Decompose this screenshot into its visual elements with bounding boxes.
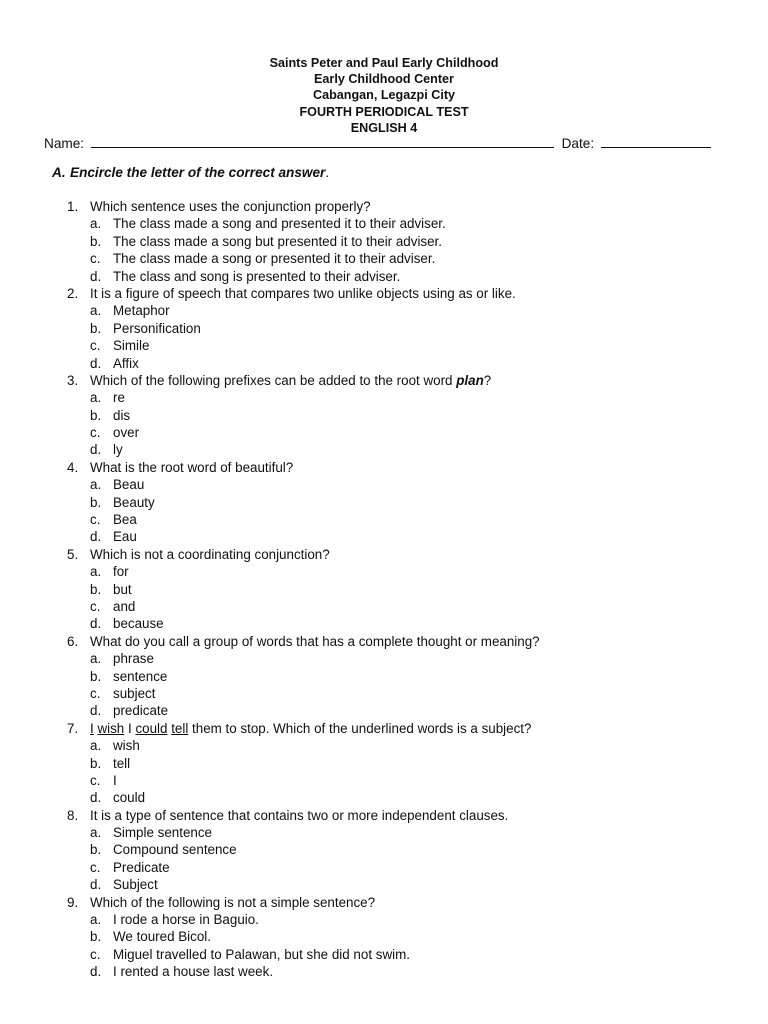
section-a-title <box>52 164 329 182</box>
option-text: subject <box>113 685 156 701</box>
option-text: over <box>113 425 140 441</box>
question-stem <box>0 285 768 302</box>
option-text: re <box>113 390 125 406</box>
option-letter[interactable]: a. <box>90 738 102 754</box>
question-2 <box>0 285 768 372</box>
answer-option[interactable] <box>0 424 768 441</box>
question-1 <box>0 198 768 285</box>
question-text: Which of the following is not a simple sentence? <box>90 894 376 910</box>
option-text: Beauty <box>113 494 155 510</box>
option-letter[interactable]: d. <box>90 268 102 284</box>
question-text-end: ? <box>483 372 492 388</box>
option-letter[interactable]: c. <box>90 685 101 701</box>
date-label: Date: <box>561 136 595 151</box>
option-letter[interactable]: d. <box>90 877 102 893</box>
question-3 <box>0 372 768 459</box>
option-letter[interactable]: c. <box>90 251 101 267</box>
option-text: for <box>113 564 129 580</box>
option-text: Compound sentence <box>113 842 237 858</box>
question-stem <box>0 372 768 389</box>
answer-option[interactable] <box>0 841 768 858</box>
option-letter[interactable]: a. <box>90 651 102 667</box>
answer-option[interactable] <box>0 215 768 232</box>
question-stem <box>0 198 768 215</box>
question-number: 7. <box>67 720 79 736</box>
option-letter[interactable]: b. <box>90 842 102 858</box>
option-letter[interactable]: d. <box>90 616 102 632</box>
answer-option[interactable] <box>0 615 768 632</box>
question-stem <box>0 459 768 476</box>
option-letter[interactable]: d. <box>90 964 102 980</box>
option-text: Affix <box>113 355 139 371</box>
test-title: FOURTH PERIODICAL TEST <box>299 104 469 119</box>
question-stem <box>0 807 768 824</box>
answer-option[interactable] <box>0 233 768 250</box>
question-list <box>0 198 768 981</box>
question-stem <box>0 894 768 911</box>
name-date-line <box>44 134 714 153</box>
option-letter[interactable]: c. <box>90 598 101 614</box>
answer-option[interactable] <box>0 911 768 928</box>
option-text: The class and song is presented to their adviser. <box>113 268 401 284</box>
question-number: 2. <box>67 285 79 301</box>
question-number: 8. <box>67 807 79 823</box>
answer-option[interactable] <box>0 441 768 458</box>
section-instruction-end: . <box>325 165 330 180</box>
underlined-word: I <box>90 720 94 736</box>
question-9 <box>0 894 768 981</box>
option-text: Miguel travelled to Palawan, but she did not swim. <box>113 946 410 962</box>
option-text: Bea <box>113 512 137 528</box>
option-text: I rented a house last week. <box>113 964 274 980</box>
question-text: Which is not a coordinating conjunction? <box>90 546 330 562</box>
question-text: What do you call a group of words that has a complete thought or meaning? <box>90 633 540 649</box>
option-text: wish <box>113 738 140 754</box>
question-text: Which of the following prefixes can be added to the root word <box>90 372 457 388</box>
subject-title: ENGLISH 4 <box>350 120 418 135</box>
answer-option[interactable] <box>0 250 768 267</box>
option-letter[interactable]: d. <box>90 703 102 719</box>
question-5 <box>0 546 768 633</box>
option-text: ly <box>113 442 123 458</box>
document-header <box>0 55 768 136</box>
question-text: them to stop. Which of the underlined words is a subject? <box>188 720 532 736</box>
option-text: dis <box>113 407 131 423</box>
option-text: I <box>113 772 117 788</box>
answer-option[interactable] <box>0 963 768 980</box>
option-letter[interactable]: a. <box>90 912 102 928</box>
option-letter[interactable]: b. <box>90 320 102 336</box>
option-text: Predicate <box>113 859 170 875</box>
option-letter[interactable]: d. <box>90 355 102 371</box>
option-text: sentence <box>113 668 168 684</box>
question-text: What is the root word of beautiful? <box>90 459 294 475</box>
answer-option[interactable] <box>0 389 768 406</box>
option-letter[interactable]: c. <box>90 512 101 528</box>
name-label: Name: <box>44 136 85 151</box>
answer-option[interactable] <box>0 407 768 424</box>
option-text: predicate <box>113 703 169 719</box>
answer-option[interactable] <box>0 650 768 667</box>
question-stem <box>0 633 768 650</box>
option-letter[interactable]: a. <box>90 390 102 406</box>
answer-option[interactable] <box>0 702 768 719</box>
school-address: Cabangan, Legazpi City <box>312 88 456 103</box>
answer-option[interactable] <box>0 598 768 615</box>
option-text: Personification <box>113 320 201 336</box>
option-text: The class made a song or presented it to their adviser. <box>113 251 436 267</box>
school-name: Saints Peter and Paul Early Childhood <box>269 56 499 70</box>
answer-option[interactable] <box>0 320 768 337</box>
option-letter[interactable]: c. <box>90 425 101 441</box>
option-text: We toured Bicol. <box>113 929 211 945</box>
question-number: 3. <box>67 372 79 388</box>
option-letter[interactable]: b. <box>90 407 102 423</box>
question-text: It is a figure of speech that compares two unlike objects using as or like. <box>90 285 516 301</box>
answer-option[interactable] <box>0 668 768 685</box>
answer-option[interactable] <box>0 528 768 545</box>
option-text: but <box>113 581 132 597</box>
question-6 <box>0 633 768 720</box>
question-stem <box>0 720 768 737</box>
answer-option[interactable] <box>0 581 768 598</box>
option-text: Subject <box>113 877 158 893</box>
question-number: 1. <box>67 199 79 214</box>
question-8 <box>0 807 768 894</box>
option-letter[interactable]: a. <box>90 564 102 580</box>
question-number: 4. <box>67 459 79 475</box>
option-letter[interactable]: b. <box>90 581 102 597</box>
option-text: because <box>113 616 164 632</box>
option-text: Beau <box>113 477 145 493</box>
answer-option[interactable] <box>0 302 768 319</box>
answer-option[interactable] <box>0 511 768 528</box>
answer-option[interactable] <box>0 476 768 493</box>
option-letter[interactable]: c. <box>90 772 101 788</box>
option-letter[interactable]: a. <box>90 303 102 319</box>
name-blank[interactable] <box>91 134 554 148</box>
answer-option[interactable] <box>0 824 768 841</box>
option-text: Simple sentence <box>113 825 212 841</box>
option-letter[interactable]: a. <box>90 216 102 232</box>
option-letter[interactable]: b. <box>90 755 102 771</box>
question-number: 9. <box>67 894 79 910</box>
answer-option[interactable] <box>0 355 768 372</box>
option-letter[interactable]: c. <box>90 338 101 354</box>
underlined-word: wish <box>97 720 125 736</box>
question-text: It is a type of sentence that contains two or more independent clauses. <box>90 807 509 823</box>
question-text: Which sentence uses the conjunction properly? <box>90 199 371 214</box>
answer-option[interactable] <box>0 859 768 876</box>
question-7 <box>0 720 768 807</box>
answer-option[interactable] <box>0 876 768 893</box>
answer-option[interactable] <box>0 563 768 580</box>
answer-option[interactable] <box>0 772 768 789</box>
option-letter[interactable]: d. <box>90 442 102 458</box>
option-text: could <box>113 790 146 806</box>
question-text: I <box>124 720 136 736</box>
option-letter[interactable]: d. <box>90 529 102 545</box>
option-text: and <box>113 598 136 614</box>
option-text: The class made a song and presented it to their adviser. <box>113 216 446 232</box>
option-letter[interactable]: b. <box>90 233 102 249</box>
section-letter: A. <box>52 165 66 180</box>
option-text: phrase <box>113 651 154 667</box>
answer-option[interactable] <box>0 685 768 702</box>
answer-option[interactable] <box>0 755 768 772</box>
option-text: Eau <box>113 529 137 545</box>
option-letter[interactable]: c. <box>90 946 101 962</box>
answer-option[interactable] <box>0 946 768 963</box>
underlined-word: tell <box>171 720 189 736</box>
question-number: 5. <box>67 546 79 562</box>
option-letter[interactable]: c. <box>90 859 101 875</box>
answer-option[interactable] <box>0 789 768 806</box>
option-letter[interactable]: a. <box>90 825 102 841</box>
option-text: tell <box>113 755 131 771</box>
answer-option[interactable] <box>0 494 768 511</box>
question-number: 6. <box>67 633 79 649</box>
option-text: The class made a song but presented it to their adviser. <box>113 233 442 249</box>
section-instruction: Encircle the letter of the correct answer <box>70 165 326 180</box>
option-letter[interactable]: b. <box>90 668 102 684</box>
answer-option[interactable] <box>0 928 768 945</box>
emphasized-word: plan <box>456 372 484 388</box>
question-stem <box>0 546 768 563</box>
center-name: Early Childhood Center <box>314 72 454 87</box>
answer-option[interactable] <box>0 337 768 354</box>
option-letter[interactable]: b. <box>90 494 102 510</box>
date-blank[interactable] <box>601 134 711 148</box>
option-text: I rode a horse in Baguio. <box>113 912 259 928</box>
option-letter[interactable]: a. <box>90 477 102 493</box>
question-4 <box>0 459 768 546</box>
option-text: Simile <box>113 338 150 354</box>
option-letter[interactable]: d. <box>90 790 102 806</box>
underlined-word: could <box>135 720 168 736</box>
answer-option[interactable] <box>0 737 768 754</box>
option-letter[interactable]: b. <box>90 929 102 945</box>
answer-option[interactable] <box>0 268 768 285</box>
option-text: Metaphor <box>113 303 170 319</box>
